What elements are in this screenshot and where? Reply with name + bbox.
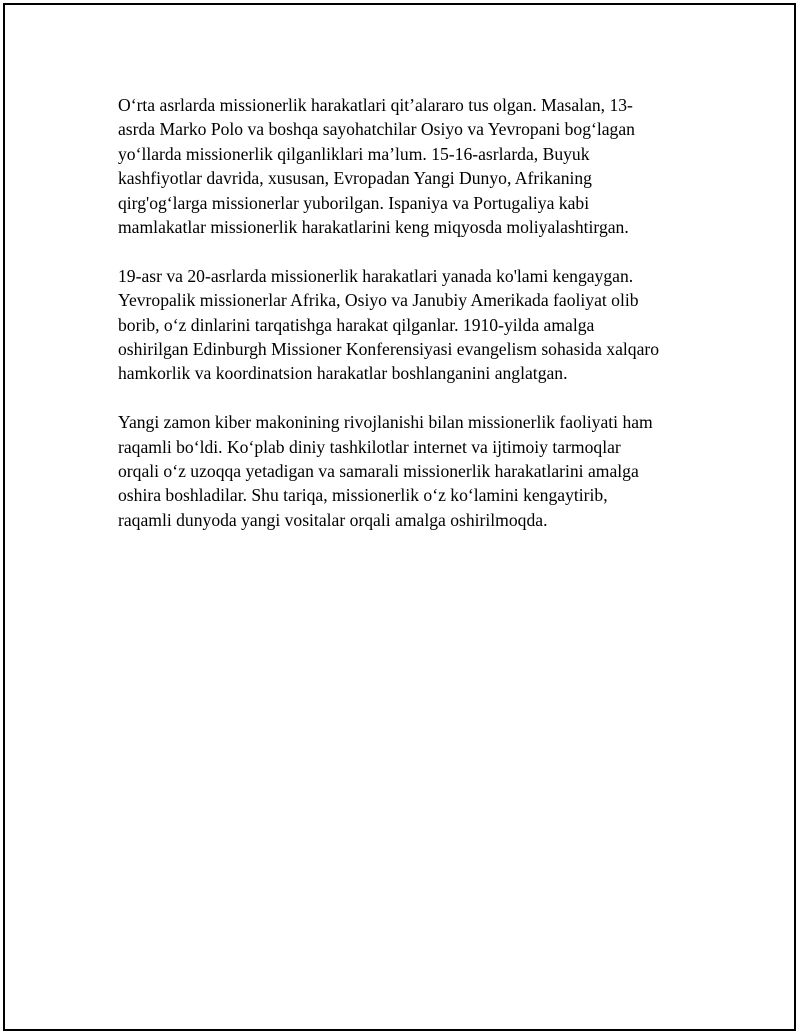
text-line: asrda Marko Polo va boshqa sayohatchilar Osiyo va Yevropani bog‘lagan xyxy=(118,119,635,140)
paragraph-1 xyxy=(118,93,703,239)
text-line: raqamli bo‘ldi. Ko‘plab diniy tashkilotlar internet va ijtimoiy tarmoqlar xyxy=(118,436,621,457)
text-line: Yangi zamon kiber makonining rivojlanishi bilan missionerlik faoliyati ham xyxy=(118,412,653,433)
text-line: kashfiyotlar davrida, xususan, Evropadan Yangi Dunyo, Afrikaning xyxy=(118,168,592,189)
text-line: oshira boshladilar. Shu tariqa, missionerlik o‘z ko‘lamini kengaytirib, xyxy=(118,485,608,506)
text-line: O‘rta asrlarda missionerlik harakatlari qit’alararo tus olgan. Masalan, 13- xyxy=(118,95,633,115)
paragraph-2 xyxy=(118,264,703,386)
text-line: oshirilgan Edinburgh Missioner Konferensiyasi evangelism sohasida xalqaro xyxy=(118,339,660,360)
text-line: raqamli dunyoda yangi vositalar orqali amalga oshirilmoqda. xyxy=(118,509,548,530)
text-line: qirg'og‘larga missionerlar yuborilgan. Ispaniya va Portugaliya kabi xyxy=(118,192,590,213)
text-line: borib, o‘z dinlarini tarqatishga harakat qilganlar. 1910-yilda amalga xyxy=(118,314,595,335)
text-line: Yevropalik missionerlar Afrika, Osiyo va Janubiy Amerikada faoliyat olib xyxy=(118,290,639,311)
document-body xyxy=(118,93,703,557)
paragraph-3 xyxy=(118,410,703,532)
text-line: mamlakatlar missionerlik harakatlarini keng miqyosda moliyalashtirgan. xyxy=(118,217,629,238)
text-line: yo‘llarda missionerlik qilganliklari ma’lum. 15-16-asrlarda, Buyuk xyxy=(118,143,590,164)
text-line: 19-asr va 20-asrlarda missionerlik harakatlari yanada ko'lami kengaygan. xyxy=(118,265,634,286)
text-line: hamkorlik va koordinatsion harakatlar boshlanganini anglatgan. xyxy=(118,363,568,384)
text-line: orqali o‘z uzoqqa yetadigan va samarali missionerlik harakatlarini amalga xyxy=(118,461,639,482)
